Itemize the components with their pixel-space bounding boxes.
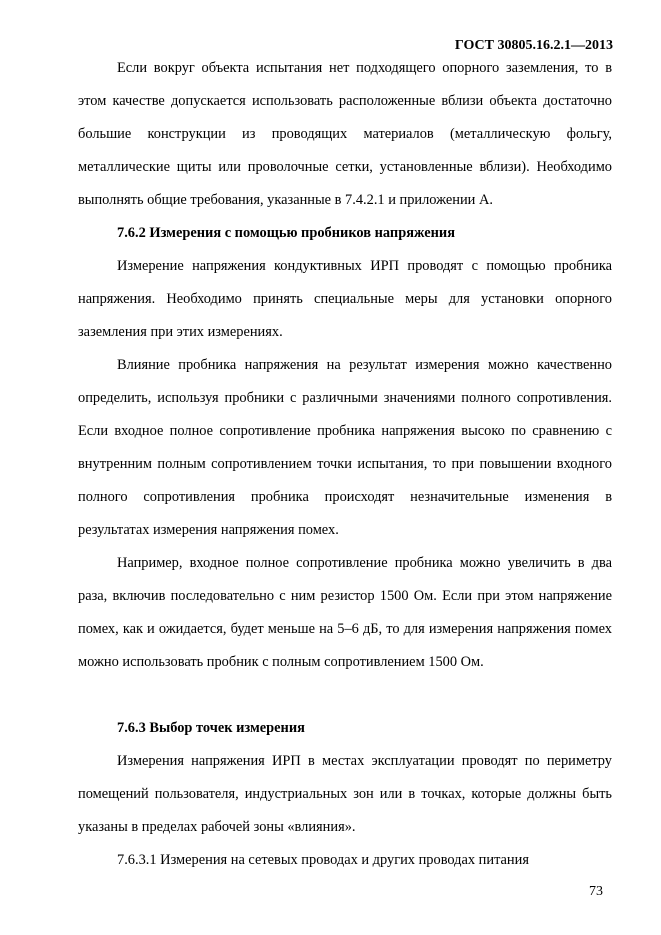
- paragraph-grounding: Если вокруг объекта испытания нет подходящего опорного заземления, то в этом качестве допускается использовать расположенные вблизи объекта достаточно большие конструкции из проводящих материалов (металлическую фольгу, металлические щиты или проволочные сетки, установленные вблизи). Необходимо выполнять общие требования, указанные в 7.4.2.1 и приложении А.: [78, 60, 612, 208]
- paragraph-probe-influence: Влияние пробника напряжения на результат измерения можно качественно определить, используя пробники с различными значениями полного сопротивления. Если входное полное сопротивление пробника напряжения высоко по сравнению с внутренним полным сопротивлением точки испытания, то при повышении входного полного сопротивления пробника происходят незначительные изменения в результатах измерения напряжения помех.: [78, 357, 612, 538]
- paragraph-example-resistor: Например, входное полное сопротивление пробника можно увеличить в два раза, включив последовательно с ним резистор 1500 Ом. Если при этом напряжение помех, как и ожидается, будет меньше на 5–6 дБ, то для измерения напряжения помех можно использовать пробник с полным сопротивлением 1500 Ом.: [78, 555, 612, 670]
- section-heading-7-6-2: 7.6.2 Измерения с помощью пробников напряжения: [117, 225, 456, 241]
- section-heading-7-6-3: 7.6.3 Выбор точек измерения: [117, 720, 305, 736]
- paragraph-measurement-points: Измерения напряжения ИРП в местах эксплуатации проводят по периметру помещений пользователя, индустриальных зон или в точках, которые должны быть указаны в пределах рабочей зоны «влияния».: [78, 753, 612, 835]
- paragraph-voltage-probe-measurement: Измерение напряжения кондуктивных ИРП проводят с помощью пробника напряжения. Необходимо принять специальные меры для установки опорного заземления при этих измерениях.: [78, 258, 612, 340]
- document-code-header: ГОСТ 30805.16.2.1—2013: [454, 38, 613, 53]
- page-number: 73: [589, 884, 603, 899]
- page-content: [78, 52, 612, 877]
- paragraph-7-6-3-1: 7.6.3.1 Измерения на сетевых проводах и других проводах питания: [117, 852, 529, 868]
